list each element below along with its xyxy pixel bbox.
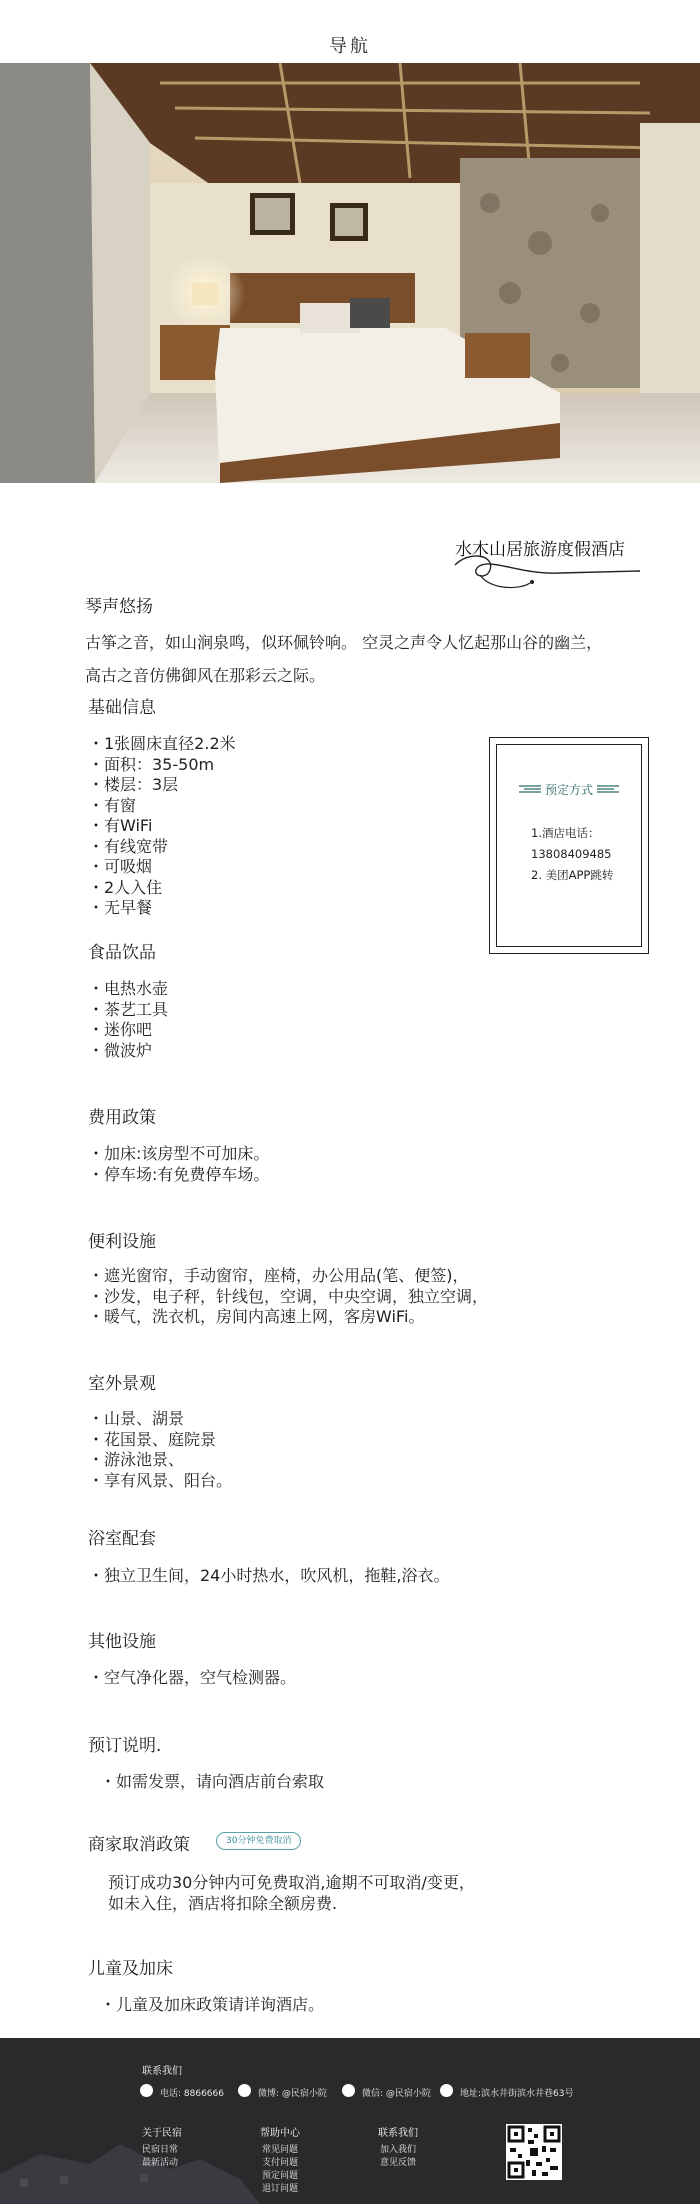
list-item: ・加床:该房型不可加床。 [88, 1144, 270, 1163]
list-item: ・空气净化器，空气检测器。 [88, 1668, 297, 1687]
list-item: ・楼层：3层 [88, 775, 179, 794]
booking-title: 预定方式 [544, 783, 593, 797]
food-list [88, 979, 168, 1061]
list-item: ・1张圆床直径2.2米 [88, 734, 236, 753]
booking-inner-frame [496, 744, 642, 947]
section-title-reserve: 预订说明. [88, 1736, 162, 1756]
booking-method-box [489, 737, 649, 954]
footer-address: 地址:滨水井街滨水井巷63号 [460, 2089, 574, 2099]
list-item: ・电热水壶 [88, 979, 169, 998]
footer [0, 2038, 700, 2204]
cancel-list [108, 1873, 475, 1914]
booking-phone[interactable]: 13808409485 [531, 847, 612, 861]
list-item: 如未入住，酒店将扣除全额房费. [108, 1893, 338, 1913]
list-item: ・独立卫生间，24小时热水，吹风机，拖鞋,浴衣。 [88, 1566, 450, 1585]
list-item: ・遮光窗帘，手动窗帘，座椅，办公用品(笔、便签)， [88, 1266, 469, 1285]
booking-line[interactable]: 2. 美团APP跳转 [531, 868, 614, 882]
section-title-cancel: 商家取消政策 [88, 1835, 190, 1855]
ornament-swirl-icon [450, 545, 640, 595]
booking-line: 1.酒店电话： [531, 826, 600, 840]
bath-list [88, 1566, 449, 1587]
child-list [100, 1995, 324, 2016]
intro-text [85, 626, 602, 692]
list-item: 预订成功30分钟内可免费取消,逾期不可取消/变更， [108, 1873, 475, 1892]
intro-line: 古筝之音，如山涧泉鸣，似环佩铃响。 空灵之声令人忆起那山谷的幽兰， [85, 633, 603, 652]
nav-title[interactable]: 导航 [329, 36, 371, 57]
footer-weibo[interactable]: 微博: @民宿小院 [258, 2089, 327, 2099]
footer-link[interactable]: 民宿日常 [142, 2145, 179, 2155]
footer-col3-title: 联系我们 [378, 2128, 418, 2139]
list-item: ・微波炉 [88, 1040, 153, 1060]
list-item: ・有窗 [88, 795, 137, 815]
qr-code [506, 2124, 562, 2180]
intro-title: 琴声悠扬 [85, 597, 153, 617]
list-item: ・沙发，电子秤，针线包，空调，中央空调，独立空调， [88, 1286, 489, 1306]
section-title-bath: 浴室配套 [88, 1529, 156, 1549]
hotel-room-image [0, 63, 700, 483]
facility-list [88, 1266, 488, 1328]
section-title-food: 食品饮品 [88, 943, 156, 963]
section-title-other: 其他设施 [88, 1632, 156, 1652]
list-item: ・有WiFi [88, 816, 153, 835]
booking-lines [531, 823, 613, 886]
footer-link[interactable]: 加入我们 [380, 2145, 417, 2155]
list-item: ・享有风景、阳台。 [88, 1470, 233, 1490]
room-photo [0, 63, 700, 483]
footer-link[interactable]: 退订问题 [262, 2184, 299, 2194]
list-item: ・如需发票，请向酒店前台索取 [100, 1772, 325, 1791]
section-title-view: 室外景观 [88, 1374, 156, 1394]
list-item: ・游泳池景、 [88, 1450, 185, 1469]
intro-line: 高古之音仿佛御风在那彩云之际。 [85, 666, 326, 685]
footer-col2-title: 帮助中心 [260, 2128, 300, 2139]
list-item: ・山景、湖景 [88, 1409, 185, 1428]
wechat-icon [342, 2084, 355, 2097]
reserve-list [100, 1772, 324, 1793]
list-item: ・儿童及加床政策请详询酒店。 [100, 1995, 325, 2014]
footer-link[interactable]: 意见反馈 [380, 2158, 417, 2168]
free-cancel-badge: 30分钟免费取消 [216, 1832, 301, 1850]
list-item: ・面积：35-50m [88, 754, 215, 774]
basic-info-list [88, 734, 236, 919]
footer-wechat[interactable]: 微信: @民宿小院 [362, 2089, 431, 2099]
view-list [88, 1409, 232, 1491]
footer-link[interactable]: 最新活动 [142, 2158, 179, 2168]
footer-link[interactable]: 预定问题 [262, 2171, 299, 2181]
list-item: ・迷你吧 [88, 1020, 153, 1039]
footer-col1-title: 关于民宿 [142, 2128, 182, 2139]
weibo-icon [238, 2084, 251, 2097]
qr-code-icon [506, 2124, 562, 2180]
footer-link[interactable]: 常见问题 [262, 2145, 299, 2155]
list-item: ・花国景、庭院景 [88, 1429, 217, 1449]
section-title-child: 儿童及加床 [88, 1959, 173, 1979]
list-item: ・暖气，洗衣机，房间内高速上网，客房WiFi。 [88, 1307, 425, 1326]
list-item: ・无早餐 [88, 898, 153, 917]
fee-list [88, 1144, 269, 1185]
other-list [88, 1668, 296, 1689]
list-item: ・2人入住 [88, 877, 163, 897]
footer-phone[interactable]: 电话: 8866666 [160, 2089, 224, 2099]
location-icon [440, 2084, 453, 2097]
list-item: ・停车场:有免费停车场。 [88, 1164, 270, 1184]
phone-icon [140, 2084, 153, 2097]
section-title-fee: 费用政策 [88, 1108, 156, 1128]
hotel-name: 水木山居旅游度假酒店 [455, 540, 625, 560]
section-title-facility: 便利设施 [88, 1232, 156, 1252]
footer-link[interactable]: 支付问题 [262, 2158, 299, 2168]
section-title-basic: 基础信息 [88, 698, 156, 718]
top-nav [0, 0, 700, 63]
list-item: ・可吸烟 [88, 857, 153, 876]
list-item: ・有线宽带 [88, 836, 169, 856]
footer-building-silhouette [0, 2134, 700, 2204]
footer-contact-title: 联系我们 [142, 2066, 182, 2077]
list-item: ・茶艺工具 [88, 999, 169, 1019]
